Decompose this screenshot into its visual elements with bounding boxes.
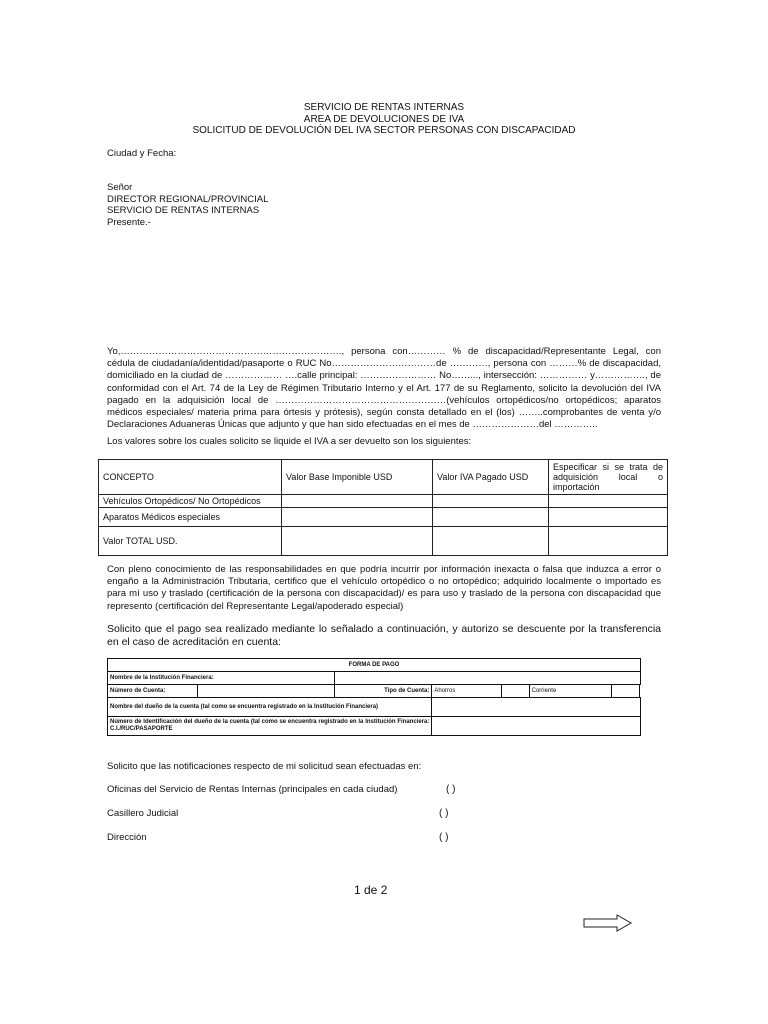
cell-input[interactable] <box>282 527 433 556</box>
account-number-label: Número de Cuenta: <box>108 685 198 698</box>
city-date-label: Ciudad y Fecha: <box>107 148 177 159</box>
header-concepto: CONCEPTO <box>99 460 282 495</box>
cell-input[interactable] <box>549 527 668 556</box>
cell-input[interactable] <box>549 508 668 527</box>
account-number-input[interactable] <box>198 685 335 698</box>
owner-id-label: Número de Identificación del dueño de la cuenta (tal como se encuentra registrado en la Institución Financiera: C.I./RUC/PASAPORTE <box>108 717 432 736</box>
table-row <box>99 508 668 527</box>
checking-checkbox[interactable] <box>612 685 640 698</box>
table-row <box>99 495 668 508</box>
account-type-label: Tipo de Cuenta: <box>335 685 432 698</box>
payment-row <box>108 717 641 736</box>
savings-checkbox[interactable] <box>501 685 529 698</box>
notification-option-label: Dirección <box>107 832 147 843</box>
header-especificar: Especificar si se trata de adquisición local o importación <box>549 460 668 495</box>
payment-title: FORMA DE PAGO <box>108 659 641 672</box>
notification-option-checkbox[interactable]: ( ) <box>439 832 449 843</box>
owner-name-label: Nombre del dueño de la cuenta (tal como se encuentra registrado en la Institución Financiera) <box>108 698 432 717</box>
checking-option: Corriente <box>529 685 612 698</box>
header-subject: SOLICITUD DE DEVOLUCIÓN DEL IVA SECTOR PERSONAS CON DISCAPACIDAD <box>192 125 576 136</box>
values-intro: Los valores sobre los cuales solicito se liquide el IVA a ser devuelto son los siguientes: <box>107 436 472 447</box>
header-title: SERVICIO DE RENTAS INTERNAS <box>303 102 465 113</box>
notification-option-label: Casillero Judicial <box>107 808 179 819</box>
header-iva-pagado: Valor IVA Pagado USD <box>433 460 549 495</box>
institution-input[interactable] <box>335 672 641 685</box>
header-base-imponible: Valor Base Imponible USD <box>282 460 433 495</box>
declaration-paragraph: Con pleno conocimiento de las responsabilidades en que podría incurrir por información inexacta o falsa que induzca a error o engaño a la Administración Tributaria, certifico que el vehículo ortopédico o no ortopédico; adquirido localmente o importado es para mí uso y traslado (certificación de la persona con discapacidad)/ es para uso y traslado de la persona con discapacidad que represento (certificación del Representante Legal/apoderado especial) <box>107 564 661 612</box>
table-row <box>99 527 668 556</box>
cell-input[interactable] <box>433 527 549 556</box>
table-header-row <box>99 460 668 495</box>
row-label-vehiculos: Vehículos Ortopédicos/ No Ortopédicos <box>99 495 282 508</box>
owner-id-input[interactable] <box>432 717 641 736</box>
addressee-title: DIRECTOR REGIONAL/PROVINCIAL <box>107 193 269 205</box>
header-area: AREA DE DEVOLUCIONES DE IVA <box>303 113 465 125</box>
notification-option-checkbox[interactable]: ( ) <box>439 808 449 819</box>
addressee-institution: SERVICIO DE RENTAS INTERNAS <box>107 205 260 217</box>
addressee-salutation: Señor <box>107 182 133 193</box>
addressee-block <box>107 182 268 228</box>
payment-title-row <box>108 659 641 672</box>
row-label-total: Valor TOTAL USD. <box>99 527 282 556</box>
institution-label: Nombre de la Institución Financiera: <box>108 672 335 685</box>
payment-form-table <box>107 658 641 736</box>
payment-row <box>108 685 641 698</box>
notifications-intro: Solicito que las notificaciones respecto de mi solicitud sean efectuadas en: <box>107 761 422 772</box>
cell-input[interactable] <box>282 508 433 527</box>
notification-option-checkbox[interactable]: ( ) <box>446 784 456 795</box>
request-paragraph: Yo,……………………………………………………………., persona con………… % de discapacidad/Representante Legal, con cédula de ciudadanía/identidad/pasaporte o RUC No……………………………de …………, persona con ………% de discapacidad, domiciliado en la ciudad de ……………… ….calle principal: …………………… No……..., intersección: …………… y……………., de conformidad con el Art. 74 de la Ley de Régimen Tributario Interno y el Art. 177 de su Reglamento, solicito la devolución del IVA pagado en la adquisición local de ………………………………………………(vehículos ortopédicos/no ortopédicos; aparatos médicos especiales/ materia prima para órtesis y prótesis), según consta detallado en el (los) ……..comprobantes de venta y/o Declaraciones Aduaneras Únicas que adjunto y que han sido efectuadas en el mes de …………………del ………….. <box>107 346 661 431</box>
cell-input[interactable] <box>549 495 668 508</box>
page-number: 1 de 2 <box>354 883 388 897</box>
addressee-presente: Presente.- <box>107 216 151 228</box>
document-header <box>0 102 768 137</box>
payment-request: Solicito que el pago sea realizado mediante lo señalado a continuación, y autorizo se descuente por la transferencia en el caso de acreditación en cuenta: <box>107 623 661 648</box>
cell-input[interactable] <box>282 495 433 508</box>
cell-input[interactable] <box>433 495 549 508</box>
row-label-aparatos: Aparatos Médicos especiales <box>99 508 282 527</box>
cell-input[interactable] <box>433 508 549 527</box>
notification-option-label: Oficinas del Servicio de Rentas Internas (principales en cada ciudad) <box>107 784 398 795</box>
savings-option: Ahorros <box>432 685 501 698</box>
owner-name-input[interactable] <box>432 698 641 717</box>
payment-row <box>108 698 641 717</box>
payment-row <box>108 672 641 685</box>
next-page-arrow-icon[interactable] <box>583 914 633 932</box>
values-table <box>98 459 668 556</box>
